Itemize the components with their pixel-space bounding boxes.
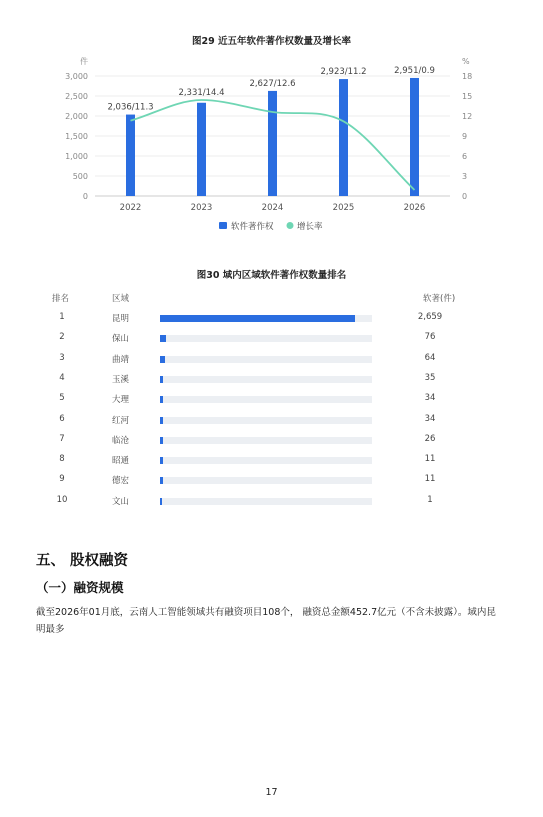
region-name: 临沧 bbox=[112, 435, 130, 446]
count-bar-track bbox=[160, 335, 372, 342]
left-y-tick-label: 2,500 bbox=[65, 92, 88, 101]
count-value: 34 bbox=[424, 393, 436, 404]
data-label: 2,036/11.3 bbox=[107, 102, 154, 113]
rank-number: 5 bbox=[59, 393, 65, 404]
right-y-tick-label: 9 bbox=[462, 132, 468, 141]
right-axis-unit: % bbox=[462, 57, 470, 66]
region-name: 大理 bbox=[112, 395, 130, 406]
left-y-tick-label: 3,000 bbox=[65, 72, 88, 81]
region-name: 德宏 bbox=[112, 476, 130, 487]
bar-software-copyright bbox=[410, 78, 419, 196]
software-copyright-trend-chart bbox=[0, 48, 543, 238]
count-bar-track bbox=[160, 417, 372, 424]
count-bar-fill bbox=[160, 477, 163, 484]
bar-software-copyright bbox=[197, 103, 206, 196]
count-value: 34 bbox=[424, 413, 436, 424]
left-y-tick-label: 500 bbox=[72, 172, 88, 181]
data-label: 2,627/12.6 bbox=[249, 78, 296, 89]
right-y-tick-label: 6 bbox=[462, 152, 468, 161]
body-paragraph: 截至2026年01月底，云南人工智能领域共有融资项目108个， 融资总金额452.7亿元（不含未披露）。域内昆明最多 bbox=[36, 607, 496, 635]
legend-swatch-line bbox=[287, 222, 294, 229]
left-y-tick-label: 2,000 bbox=[65, 112, 88, 121]
right-y-tick-label: 18 bbox=[462, 72, 473, 81]
region-name: 昆明 bbox=[112, 314, 130, 324]
count-bar-track bbox=[160, 396, 372, 403]
ranking-row bbox=[0, 495, 543, 509]
count-bar-fill bbox=[160, 498, 162, 505]
bar-software-copyright bbox=[339, 79, 348, 196]
right-y-tick-label: 15 bbox=[462, 92, 473, 101]
count-bar-track bbox=[160, 437, 372, 444]
region-name: 保山 bbox=[112, 334, 130, 345]
legend-label-bars: 软件著作权 bbox=[231, 222, 274, 232]
rank-number: 4 bbox=[59, 372, 65, 383]
x-tick-label: 2022 bbox=[119, 203, 142, 213]
x-tick-label: 2026 bbox=[403, 203, 426, 213]
section-heading: 五、 股权融资 bbox=[36, 553, 129, 569]
count-value: 2,659 bbox=[417, 312, 443, 322]
count-bar-track bbox=[160, 376, 372, 383]
count-bar-track bbox=[160, 356, 372, 363]
rank-number: 9 bbox=[59, 474, 65, 485]
bar-software-copyright bbox=[126, 115, 135, 196]
count-bar-fill bbox=[160, 417, 163, 424]
ranking-row bbox=[0, 332, 543, 346]
region-name: 红河 bbox=[112, 415, 130, 426]
bar-software-copyright bbox=[268, 91, 277, 196]
rank-number: 3 bbox=[59, 352, 65, 363]
count-bar-track bbox=[160, 477, 372, 484]
data-label: 2,951/0.9 bbox=[394, 65, 435, 76]
ranking-row bbox=[0, 414, 543, 428]
ranking-row bbox=[0, 434, 543, 448]
x-tick-label: 2025 bbox=[332, 203, 355, 213]
rank-number: 10 bbox=[56, 494, 68, 505]
data-label: 2,923/11.2 bbox=[320, 67, 367, 78]
right-y-tick-label: 0 bbox=[462, 192, 468, 201]
ranking-row bbox=[0, 454, 543, 468]
left-axis-unit: 件 bbox=[80, 57, 88, 66]
count-bar-fill bbox=[160, 356, 165, 363]
right-y-tick-label: 3 bbox=[462, 172, 468, 181]
x-tick-label: 2024 bbox=[261, 203, 284, 213]
legend-label-line: 增长率 bbox=[297, 222, 323, 232]
count-value: 64 bbox=[424, 352, 436, 363]
region-name: 昭通 bbox=[112, 456, 130, 467]
right-y-tick-label: 12 bbox=[462, 112, 473, 121]
count-value: 1 bbox=[427, 494, 433, 505]
count-bar-fill bbox=[160, 396, 163, 403]
region-name: 曲靖 bbox=[112, 354, 130, 365]
count-bar-track bbox=[160, 498, 372, 505]
data-label: 2,331/14.4 bbox=[178, 88, 225, 98]
legend-swatch-bars bbox=[219, 222, 227, 229]
count-bar-track bbox=[160, 315, 372, 322]
rank-number: 7 bbox=[59, 433, 65, 444]
ranking-row bbox=[0, 353, 543, 367]
rank-number: 6 bbox=[59, 413, 65, 424]
count-value: 11 bbox=[424, 454, 436, 465]
count-value: 76 bbox=[424, 332, 436, 343]
x-tick-label: 2023 bbox=[190, 203, 213, 213]
figure-30-title: 图30 域内区域软件著作权数量排名 bbox=[196, 270, 347, 281]
rank-number: 8 bbox=[59, 454, 65, 465]
ranking-row bbox=[0, 474, 543, 488]
count-bar-fill bbox=[160, 457, 163, 464]
count-bar-fill bbox=[160, 376, 163, 383]
count-bar-fill bbox=[160, 437, 163, 444]
count-column-header: 软著(件) bbox=[423, 294, 456, 304]
ranking-row bbox=[0, 312, 543, 326]
region-name: 玉溪 bbox=[112, 374, 130, 385]
count-bar-fill bbox=[160, 335, 166, 342]
count-bar-track bbox=[160, 457, 372, 464]
count-value: 11 bbox=[424, 474, 436, 485]
left-y-tick-label: 1,000 bbox=[65, 152, 88, 161]
page-number: 17 bbox=[265, 787, 278, 798]
rank-column-header: 排名 bbox=[52, 294, 70, 304]
region-column-header: 区域 bbox=[112, 294, 130, 304]
region-name: 文山 bbox=[112, 496, 130, 507]
subsection-heading: （一）融资规模 bbox=[36, 580, 124, 595]
count-value: 26 bbox=[424, 433, 436, 444]
rank-number: 2 bbox=[59, 332, 65, 343]
ranking-row bbox=[0, 373, 543, 387]
ranking-row bbox=[0, 393, 543, 407]
left-y-tick-label: 0 bbox=[82, 192, 88, 201]
count-value: 35 bbox=[424, 372, 436, 383]
left-y-tick-label: 1,500 bbox=[65, 132, 88, 141]
rank-number: 1 bbox=[59, 312, 65, 322]
figure-29-title: 图29 近五年软件著作权数量及增长率 bbox=[191, 36, 352, 47]
count-bar-fill bbox=[160, 315, 355, 322]
